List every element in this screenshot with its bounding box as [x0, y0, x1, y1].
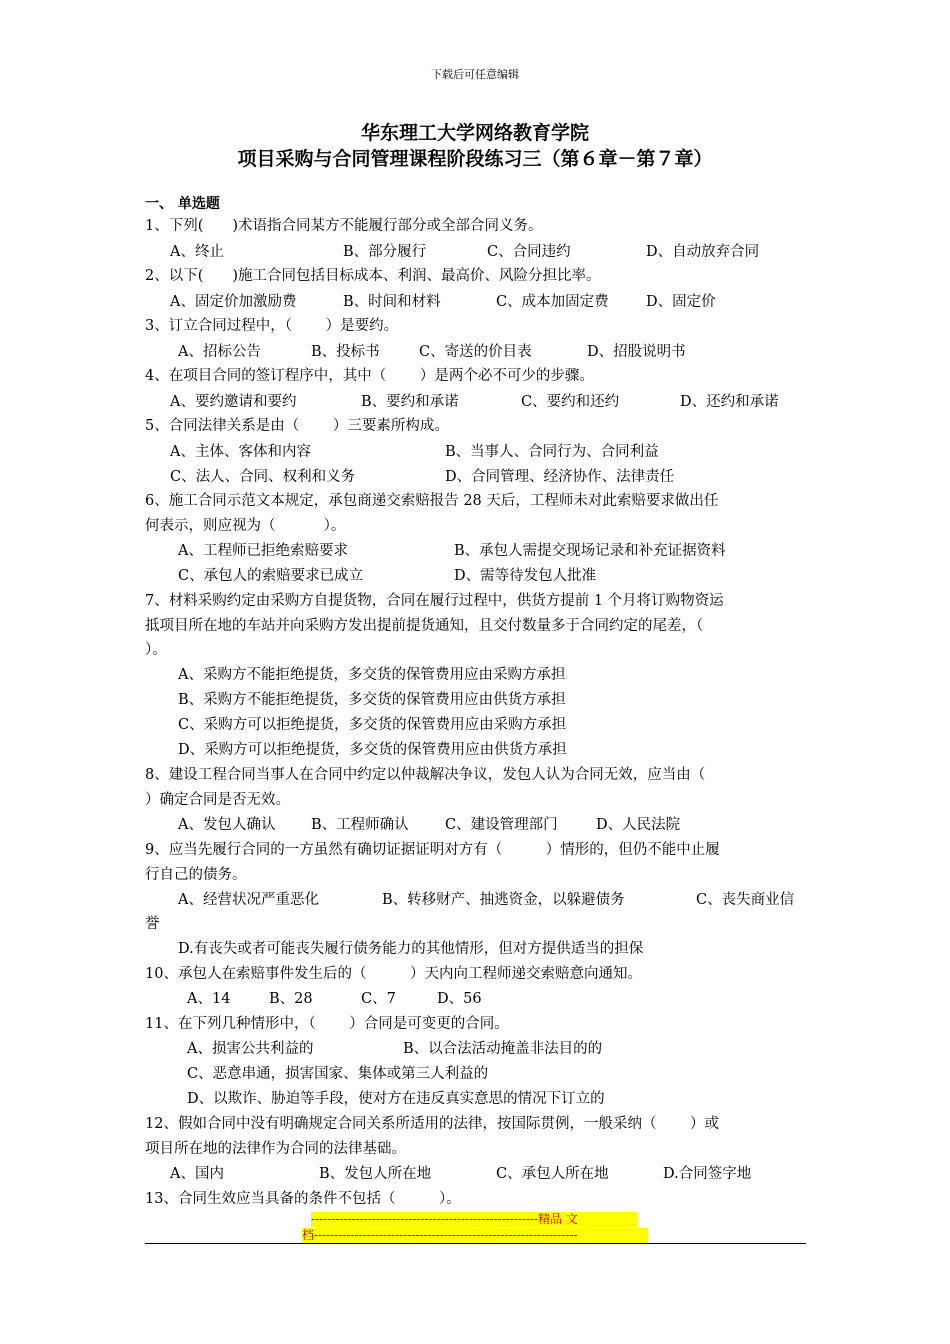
- question-stem: 5、合同法律关系是由（ ）三要素所构成。: [145, 418, 449, 434]
- option-b: B、采购方不能拒绝提货，多交货的保管费用应由供货方承担: [178, 692, 566, 708]
- option-b: B、以合法活动掩盖非法目的的: [403, 1041, 603, 1057]
- option-a: A、工程师已拒绝索赔要求: [178, 543, 348, 559]
- option-d: D、需等待发包人批准: [454, 568, 597, 584]
- option-c: C、法人、合同、权利和义务: [170, 469, 356, 485]
- option-b: B、时间和材料: [343, 294, 441, 310]
- option-a: A、发包人确认: [178, 817, 276, 833]
- question-stem: ）。: [145, 642, 167, 658]
- question-stem: 7、材料采购约定由采购方自提货物，合同在履行过程中，供货方提前 1 个月将订购物资运: [145, 593, 724, 609]
- question-stem: 项目所在地的法律作为合同的法律基础。: [145, 1141, 406, 1157]
- option-c: C、采购方可以拒绝提货，多交货的保管费用应由采购方承担: [178, 717, 567, 733]
- option-c: C、建设管理部门: [445, 817, 558, 833]
- option-d: D、人民法院: [596, 817, 681, 833]
- question-stem: 10、承包人在索赔事件发生后的（ ）天内向工程师递交索赔意向通知。: [145, 966, 642, 982]
- option-c: C、寄送的价目表: [419, 344, 532, 360]
- option-b: B、承包人需提交现场记录和补充证据资料: [454, 543, 726, 559]
- question-stem: 4、在项目合同的签订程序中，其中（ ）是两个必不可少的步骤。: [145, 368, 594, 384]
- option-a: A、国内: [170, 1166, 224, 1182]
- option-c: C、恶意串通，损害国家、集体或第三人利益的: [187, 1066, 489, 1082]
- question-stem: 1、下列( )术语指合同某方不能履行部分或全部合同义务。: [145, 218, 543, 234]
- option-c: C、7: [361, 991, 396, 1007]
- option-d: D、采购方可以拒绝提货，多交货的保管费用应由供货方承担: [178, 742, 567, 758]
- option-a: A、经营状况严重恶化: [178, 892, 319, 908]
- header-note: 下载后可任意编辑: [431, 68, 519, 81]
- option-a: A、招标公告: [178, 344, 261, 360]
- section-heading: 一、 单选题: [145, 196, 220, 212]
- option-a: A、要约邀请和要约: [170, 394, 297, 410]
- option-a: A、14: [187, 991, 231, 1007]
- option-b: B、当事人、合同行为、合同利益: [445, 444, 659, 460]
- option-b: B、部分履行: [343, 244, 427, 260]
- option-d: D、以欺诈、胁迫等手段，使对方在违反真实意思的情况下订立的: [187, 1091, 605, 1107]
- footer-rule: [145, 1243, 806, 1244]
- option-d: D、自动放弃合同: [646, 244, 760, 260]
- option-c-continued: 誉: [145, 916, 160, 932]
- option-d: D、56: [437, 991, 482, 1007]
- option-d: D.有丧失或者可能丧失履行债务能力的其他情形，但对方提供适当的担保: [178, 941, 644, 957]
- question-stem: 2、以下( )施工合同包括目标成本、利润、最高价、风险分担比率。: [145, 268, 601, 284]
- option-a: A、终止: [170, 244, 224, 260]
- option-c: C、丧失商业信: [696, 892, 795, 908]
- option-d: D、招股说明书: [587, 344, 686, 360]
- question-stem: 11、在下列几种情形中，（ ）合同是可变更的合同。: [145, 1016, 509, 1032]
- question-stem: 9、应当先履行合同的一方虽然有确切证据证明对方有（ ）情形的，但仍不能中止履: [145, 842, 720, 858]
- option-d: D、还约和承诺: [680, 394, 779, 410]
- option-c: C、成本加固定费: [496, 294, 609, 310]
- option-a: A、损害公共利益的: [187, 1041, 314, 1057]
- question-stem: 13、合同生效应当具备的条件不包括（ ）。: [145, 1191, 461, 1207]
- footer-watermark-line1: --------------------------------------------------------精品 文: [311, 1212, 638, 1227]
- option-b: B、28: [269, 991, 313, 1007]
- option-d: D.合同签字地: [663, 1166, 752, 1182]
- option-c: C、承包人的索赔要求已成立: [178, 568, 364, 584]
- footer-watermark-line2: 档-----------------------------------------------------------------: [302, 1228, 648, 1243]
- option-c: C、合同违约: [487, 244, 571, 260]
- option-b: B、要约和承诺: [361, 394, 459, 410]
- option-c: C、要约和还约: [521, 394, 620, 410]
- option-a: A、固定价加激励费: [170, 294, 297, 310]
- option-b: B、转移财产、抽逃资金，以躲避债务: [382, 892, 625, 908]
- question-stem: 6、施工合同示范文本规定，承包商递交索赔报告 28 天后，工程师未对此索赔要求做出任: [145, 493, 719, 509]
- question-stem: 行自己的债务。: [145, 867, 247, 883]
- question-stem: 12、假如合同中没有明确规定合同关系所适用的法律，按国际贯例，一般采纳（ ）或: [145, 1116, 720, 1132]
- page-title: 华东理工大学网络教育学院: [360, 122, 589, 144]
- question-stem: 抵项目所在地的车站并向采购方发出提前提货通知，且交付数量多于合同约定的尾差，（: [145, 618, 704, 634]
- option-b: B、投标书: [311, 344, 380, 360]
- option-c: C、承包人所在地: [496, 1166, 609, 1182]
- option-a: A、采购方不能拒绝提货，多交货的保管费用应由采购方承担: [178, 667, 566, 683]
- option-a: A、主体、客体和内容: [170, 444, 311, 460]
- question-stem: ）确定合同是否无效。: [145, 792, 290, 808]
- question-stem: 3、订立合同过程中，（ ）是要约。: [145, 318, 399, 334]
- question-stem: 8、建设工程合同当事人在合同中约定以仲裁解决争议，发包人认为合同无效，应当由（: [145, 767, 706, 783]
- option-b: B、发包人所在地: [319, 1166, 432, 1182]
- question-stem: 何表示，则应视为（ ）。: [145, 518, 346, 534]
- option-d: D、合同管理、经济协作、法律责任: [445, 469, 675, 485]
- page-subtitle: 项目采购与合同管理课程阶段练习三（第６章－第７章）: [237, 148, 713, 170]
- option-b: B、工程师确认: [311, 817, 409, 833]
- option-d: D、固定价: [646, 294, 716, 310]
